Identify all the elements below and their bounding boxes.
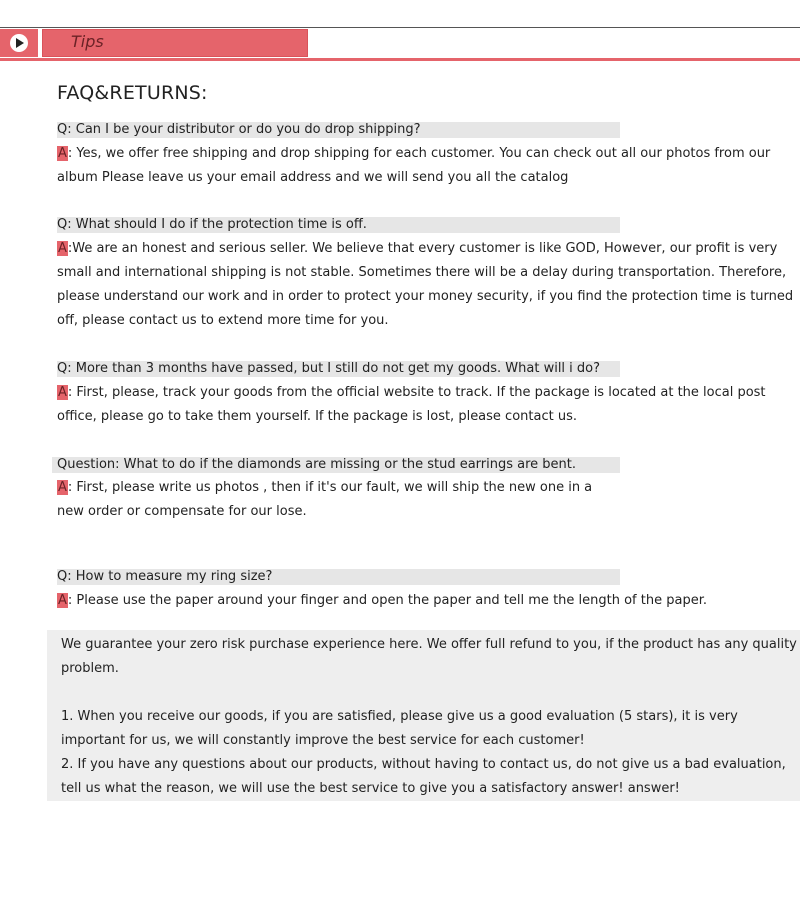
answer-marker: A [58, 480, 67, 495]
faq-answer [57, 237, 797, 333]
faq-answer [57, 476, 617, 524]
faq-question: Q: How to measure my ring size? [57, 569, 620, 585]
notice-point-2: 2. If you have any questions about our products, without having to contact us, do not give us a bad evaluation, tell us what the reason, we will use the best service to give you a satisfactory answer! answer! [61, 757, 786, 796]
faq-title: FAQ&RETURNS: [57, 82, 208, 104]
tips-tab-label: Tips [71, 32, 104, 51]
faq-answer [57, 142, 797, 190]
answer-text: : Please use the paper around your finger and open the paper and tell me the length of the paper. [67, 593, 707, 608]
tips-header [0, 29, 800, 61]
answer-text: : First, please write us photos , then if it's our fault, we will ship the new one in a new order or compensate for our lose. [57, 480, 593, 519]
answer-marker: A [58, 241, 67, 256]
play-icon [10, 34, 28, 52]
faq-answer [57, 589, 797, 613]
faq-question: Q: Can I be your distributor or do you do drop shipping? [57, 122, 620, 138]
answer-text: :We are an honest and serious seller. We believe that every customer is like GOD, However, our profit is very small and international shipping is not stable. Sometimes there will be a delay during transportation. Therefore, please understand our work and in order to protect your money security, if you find the protection time is turned off, please contact us to extend more time for you. [57, 241, 794, 328]
answer-marker: A [58, 593, 67, 608]
top-divider [0, 27, 800, 28]
faq-question: Q: What should I do if the protection time is off. [57, 217, 620, 233]
answer-text: : Yes, we offer free shipping and drop shipping for each customer. You can check out all our photos from our album Please leave us your email address and we will send you all the catalog [57, 146, 771, 185]
header-icon-box [0, 29, 38, 57]
notice-point-1: 1. When you receive our goods, if you are satisfied, please give us a good evaluation (5 stars), it is very important for us, we will constantly improve the best service for each customer! [61, 709, 738, 748]
guarantee-notice [47, 630, 800, 801]
guarantee-text: We guarantee your zero risk purchase experience here. We offer full refund to you, if the product has any quality problem. [61, 637, 797, 676]
faq-question: Question: What to do if the diamonds are missing or the stud earrings are bent. [52, 457, 620, 473]
tips-tab [42, 29, 308, 57]
answer-marker: A [58, 385, 67, 400]
header-rule [0, 58, 800, 61]
faq-question: Q: More than 3 months have passed, but I still do not get my goods. What will i do? [57, 361, 620, 377]
faq-answer [57, 381, 797, 429]
answer-marker: A [58, 146, 67, 161]
answer-text: : First, please, track your goods from the official website to track. If the package is located at the local post office, please go to take them yourself. If the package is lost, please contact us. [57, 385, 766, 424]
